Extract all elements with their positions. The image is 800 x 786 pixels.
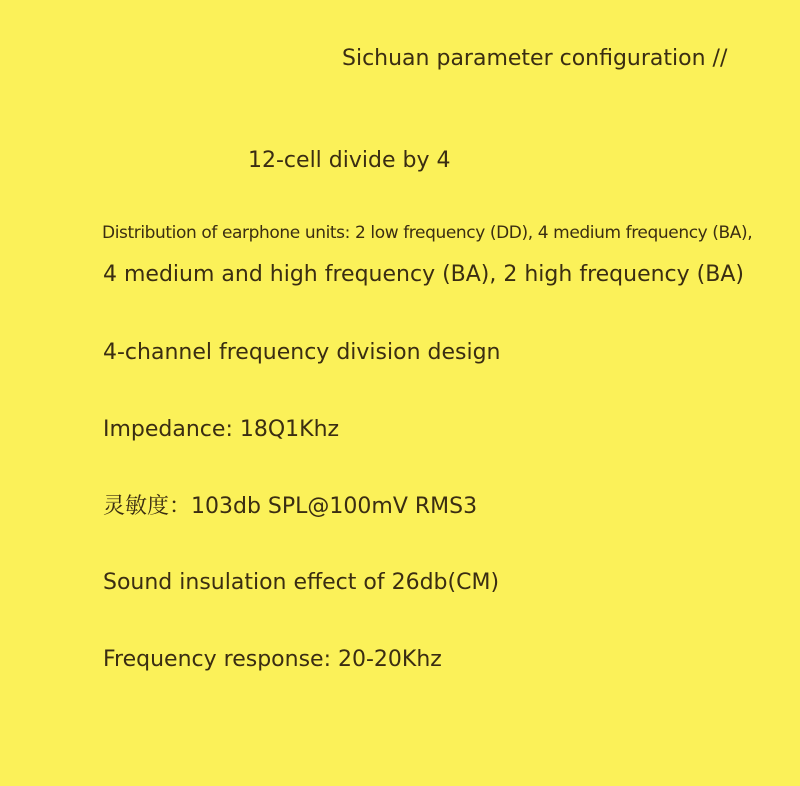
sound-insulation-spec: Sound insulation effect of 26db(CM) bbox=[103, 570, 500, 595]
unit-distribution-line-1: Distribution of earphone units: 2 low frequency (DD), 4 medium frequency (BA), bbox=[102, 223, 753, 243]
sensitivity-spec: 灵敏度：103db SPL@100mV RMS3 bbox=[103, 494, 478, 519]
frequency-division-spec: 4-channel frequency division design bbox=[103, 340, 501, 365]
cell-configuration: 12-cell divide by 4 bbox=[248, 148, 451, 173]
page-heading: Sichuan parameter configuration // bbox=[342, 46, 728, 71]
frequency-response-spec: Frequency response: 20-20Khz bbox=[103, 647, 442, 672]
impedance-spec: Impedance: 18Q1Khz bbox=[103, 417, 340, 442]
unit-distribution-line-2: 4 medium and high frequency (BA), 2 high frequency (BA) bbox=[103, 262, 744, 287]
